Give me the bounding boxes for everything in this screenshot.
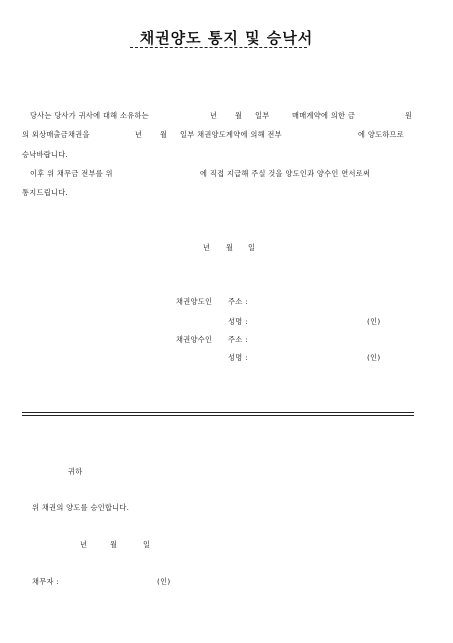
body-line1-won: 원 — [405, 111, 413, 120]
body-line2-day: 일부 채권양도계약에 의해 전부 — [180, 130, 282, 139]
transferor-name-label: 성명 : — [228, 317, 248, 326]
date1-year: 년 — [203, 243, 211, 252]
date2-day: 일 — [143, 540, 151, 549]
body-line2-end: 에 양도하므로 — [358, 130, 405, 139]
document-title: 채권양도 통지 및 승낙서 — [139, 29, 314, 47]
date2-month: 월 — [110, 540, 118, 549]
transferor-label: 채권양도인 — [176, 297, 213, 306]
body-line1-month: 월 — [235, 111, 243, 120]
transferee-address-label: 주소 : — [228, 335, 248, 344]
debtor-seal: (인) — [157, 577, 171, 586]
body-line4-start: 이후 위 채무금 전부를 위 — [30, 169, 113, 178]
body-line1-day: 일부 — [255, 111, 270, 120]
section-divider-second-line — [22, 415, 414, 416]
transferee-name-label: 성명 : — [228, 353, 248, 362]
body-line1-text: 당사는 당사가 귀사에 대해 소유하는 — [30, 111, 149, 120]
transferee-label: 채권양수인 — [176, 335, 213, 344]
body-line2-year: 년 — [135, 130, 143, 139]
debtor-label: 채무자 : — [32, 577, 60, 586]
body-line1-year: 년 — [210, 111, 218, 120]
date1-day: 일 — [248, 243, 256, 252]
title-underline — [130, 47, 307, 48]
body-line4-end: 에 직접 지급해 주실 것을 양도인과 양수인 연서로써 — [200, 169, 371, 178]
section-divider — [22, 412, 414, 413]
recipient-label: 귀하 — [68, 467, 83, 476]
body-line2-text: 의 외상매출금채권을 — [22, 130, 90, 139]
body-line2-month: 월 — [160, 130, 168, 139]
date2-year: 년 — [80, 540, 88, 549]
body-line1-contract: 매매계약에 의한 금 — [292, 111, 356, 120]
date1-month: 월 — [226, 243, 234, 252]
body-line5: 통지드립니다. — [22, 188, 69, 197]
body-line3: 승낙바랍니다. — [22, 150, 69, 159]
transferor-address-label: 주소 : — [228, 297, 248, 306]
transferee-seal: (인) — [367, 353, 381, 362]
transferor-seal: (인) — [367, 317, 381, 326]
approval-text: 위 채권의 양도를 승인합니다. — [32, 503, 130, 512]
